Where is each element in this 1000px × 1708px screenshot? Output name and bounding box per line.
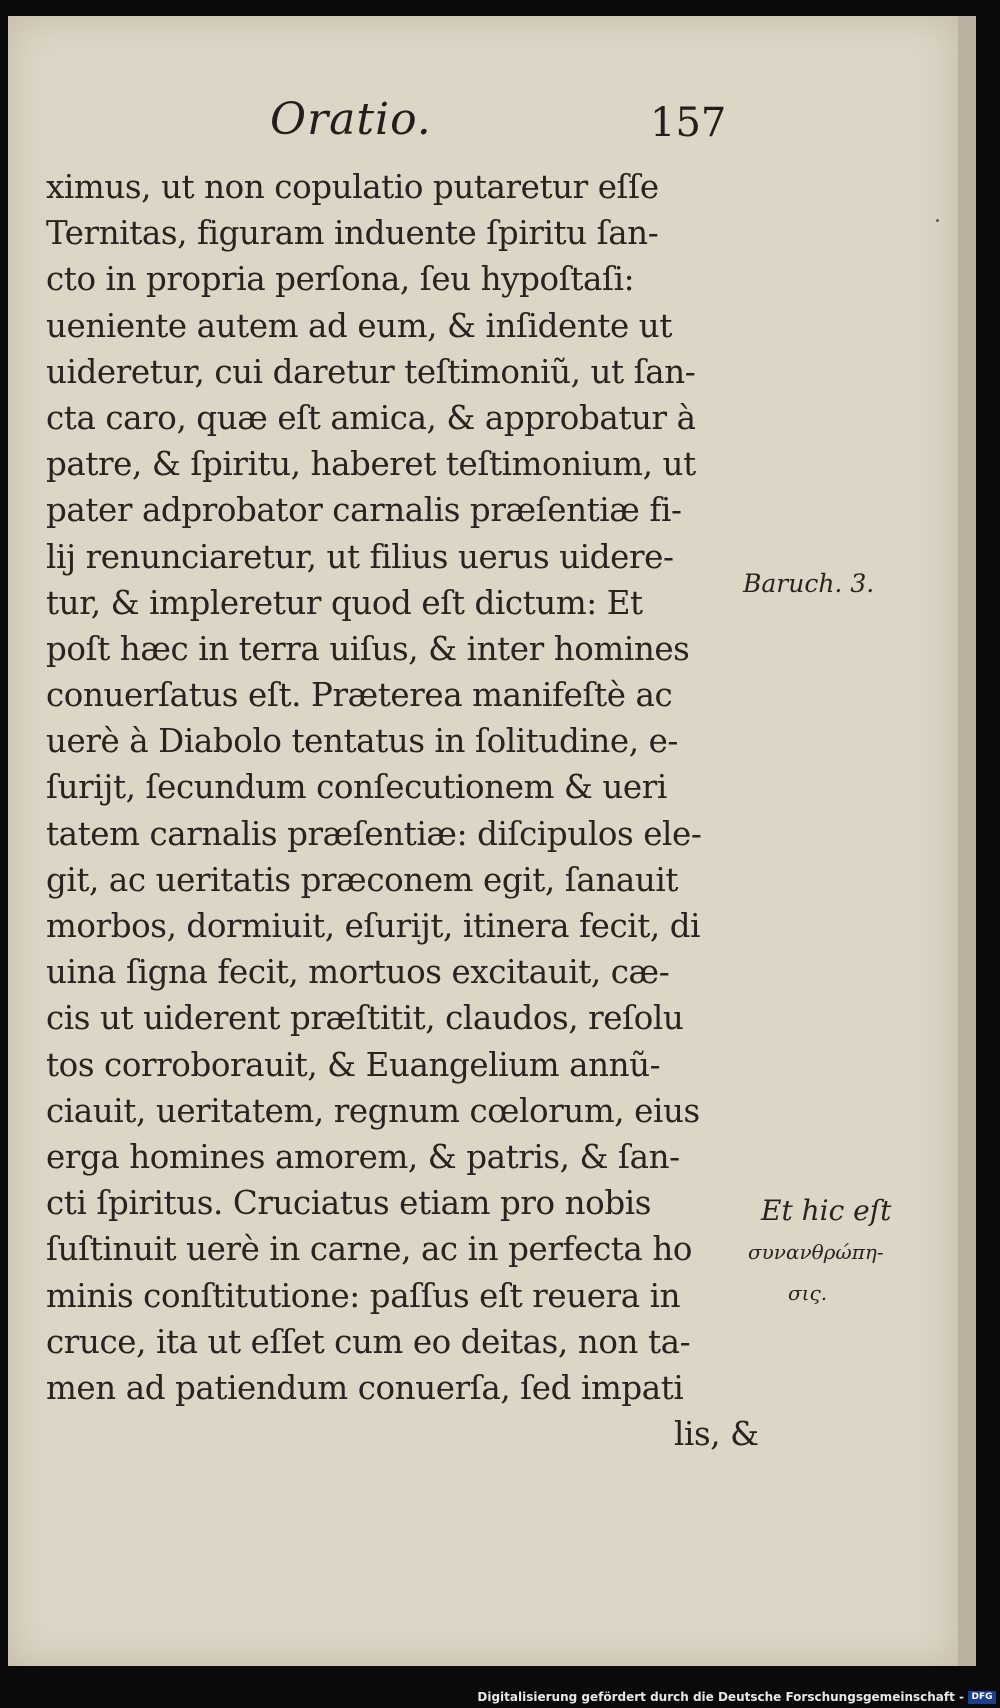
text-line: pater adprobator carnalis præſentiæ fi-	[46, 491, 682, 530]
text-line: minis conſtitutione: paſſus eſt reuera in	[46, 1276, 681, 1315]
margin-note-et-hic-est: Et hic eſt	[761, 1194, 892, 1227]
text-line: erga homines amorem, & patris, & ſan-	[46, 1137, 680, 1176]
page-header	[8, 94, 958, 154]
text-line: ciauit, ueritatem, regnum cœlorum, eius	[46, 1091, 700, 1130]
margin-note-baruch: Baruch. 3.	[743, 569, 875, 598]
text-line: tatem carnalis præſentiæ: diſcipulos ele-	[46, 814, 702, 853]
footer-bar	[0, 1688, 1000, 1708]
text-line: tur, & impleretur quod eſt dictum: Et	[46, 583, 643, 622]
book-page	[8, 16, 976, 1666]
text-line: poſt hæc in terra uiſus, & inter homines	[46, 629, 690, 668]
margin-note-greek: συνανθρώπη-	[748, 1240, 884, 1264]
running-title: Oratio.	[270, 94, 432, 145]
text-line: conuerſatus eſt. Præterea manifeſtè ac	[46, 676, 673, 715]
text-line: uerè à Diabolo tentatus in ſolitudine, e-	[46, 722, 678, 761]
text-line: patre, & ſpiritu, haberet teſtimonium, ut	[46, 445, 696, 484]
text-line: cto in propria perſona, ſeu hypoſtaſi:	[46, 260, 635, 299]
body-text	[46, 164, 766, 1457]
text-line: ximus, ut non copulatio putaretur eſſe	[46, 168, 659, 206]
paper-speck	[936, 219, 939, 222]
text-line-last: lis, &	[674, 1415, 759, 1454]
page-number: 157	[650, 100, 727, 146]
text-line: cruce, ita ut eſſet cum eo deitas, non ta-	[46, 1322, 691, 1361]
text-line: ſuſtinuit uerè in carne, ac in perfecta ho	[46, 1230, 693, 1269]
text-line: morbos, dormiuit, eſurijt, itinera fecit, di	[46, 907, 701, 945]
funding-credit: Digitalisierung gefördert durch die Deutsche Forschungsgemeinschaft -	[477, 1690, 964, 1704]
text-line: cti ſpiritus. Cruciatus etiam pro nobis	[46, 1184, 652, 1223]
text-line: uina ſigna fecit, mortuos excitauit, cæ-	[46, 953, 670, 992]
text-line: cta caro, quæ eſt amica, & approbatur à	[46, 398, 696, 437]
dfg-logo[interactable]: DFG	[968, 1691, 996, 1704]
text-line: uideretur, cui daretur teſtimoniũ, ut ſan-	[46, 352, 696, 391]
text-line: git, ac ueritatis præconem egit, ſanauit	[46, 860, 679, 899]
text-line: ueniente autem ad eum, & inſidente ut	[46, 306, 672, 345]
text-line: lij renunciaretur, ut filius uerus uidere-	[46, 537, 674, 576]
margin-note-greek-end: σις.	[788, 1281, 828, 1305]
text-line: cis ut uiderent præſtitit, claudos, reſolu	[46, 999, 684, 1038]
text-line: men ad patiendum conuerſa, ſed impati	[46, 1368, 684, 1407]
text-line: Ternitas, figuram induente ſpiritu ſan-	[46, 214, 659, 253]
text-line: ſurijt, ſecundum conſecutionem & ueri	[46, 768, 667, 807]
text-line: tos corroborauit, & Euangelium annũ-	[46, 1045, 661, 1084]
